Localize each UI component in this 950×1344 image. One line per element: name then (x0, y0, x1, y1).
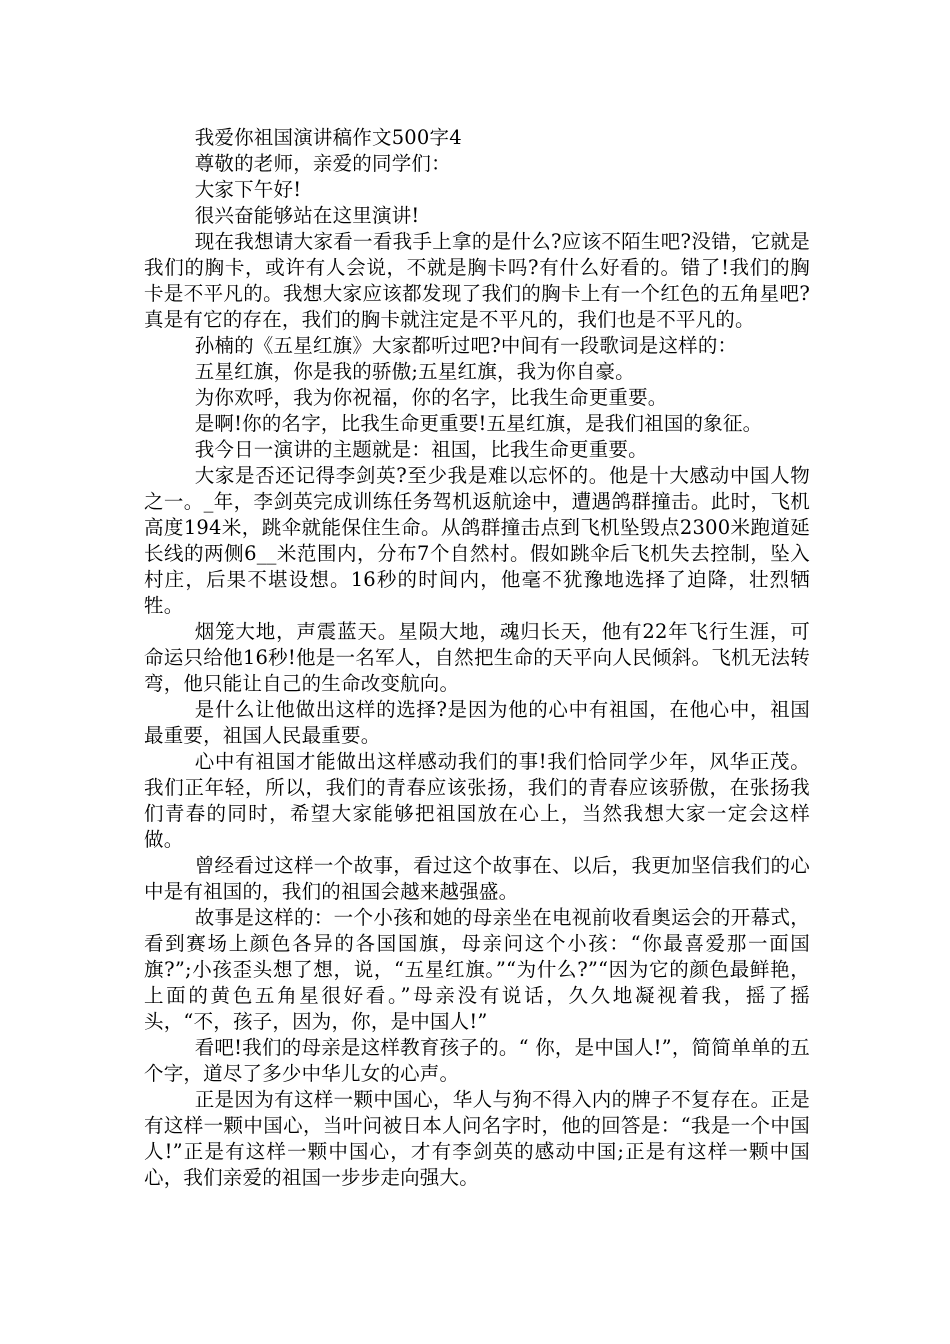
paragraph: 尊敬的老师，亲爱的同学们： (194, 152, 451, 175)
paragraph: 我今日一演讲的主题就是：祖国，比我生命更重要。 (194, 438, 648, 461)
paragraph: 烟笼大地，声震蓝天。星陨大地，魂归长天，他有22年飞行生涯，可命运只给他16秒!他是一名军人，自然把生命的天平向人民倾斜。飞机无法转弯，他只能让自己的生命改变航向。 (144, 620, 810, 695)
paragraph: 为你欢呼，我为你祝福，你的名字，比我生命更重要。 (194, 386, 668, 409)
paragraph: 现在我想请大家看一看我手上拿的是什么?应该不陌生吧?没错，它就是我们的胸卡，或许有人会说，不就是胸卡吗?有什么好看的。错了!我们的胸卡是不平凡的。我想大家应该都发现了我们的胸卡上有一个红色的五角星吧?真是有它的存在，我们的胸卡就注定是不平凡的，我们也是不平凡的。 (144, 230, 810, 331)
paragraph: 大家是否还记得李剑英?至少我是难以忘怀的。他是十大感动中国人物之一。_年，李剑英完成训练任务驾机返航途中，遭遇鸽群撞击。此时，飞机高度194米，跳伞就能保住生命。从鸽群撞击点到飞机坠毁点2300米跑道延长线的两侧6__米范围内，分布7个自然村。假如跳伞后飞机失去控制，坠入村庄，后果不堪设想。16秒的时间内，他毫不犹豫地选择了迫降，壮烈牺牲。 (144, 464, 810, 617)
document-title: 我爱你祖国演讲稿作文500字4 (194, 126, 462, 149)
paragraph: 是什么让他做出这样的选择?是因为他的心中有祖国，在他心中，祖国最重要，祖国人民最重要。 (144, 698, 810, 747)
paragraph: 曾经看过这样一个故事，看过这个故事在、以后，我更加坚信我们的心中是有祖国的，我们的祖国会越来越强盛。 (144, 854, 810, 903)
document-body (144, 125, 810, 1191)
paragraph: 孙楠的《五星红旗》大家都听过吧?中间有一段歌词是这样的： (194, 334, 738, 357)
paragraph: 很兴奋能够站在这里演讲! (194, 204, 420, 227)
paragraph: 心中有祖国才能做出这样感动我们的事!我们恰同学少年，风华正茂。我们正年轻，所以，我们的青春应该张扬，我们的青春应该骄傲，在张扬我们青春的同时，希望大家能够把祖国放在心上，当然我想大家一定会这样做。 (144, 750, 810, 851)
paragraph: 是啊!你的名字，比我生命更重要!五星红旗，是我们祖国的象征。 (194, 412, 763, 435)
paragraph: 故事是这样的：一个小孩和她的母亲坐在电视前收看奥运会的开幕式，看到赛场上颜色各异的各国国旗，母亲问这个小孩：“你最喜爱那一面国旗?”;小孩歪头想了想，说，“五星红旗。”“为什么?”“因为它的颜色最鲜艳，上面的黄色五角星很好看。”母亲没有说话，久久地凝视着我，摇了摇头，“不，孩子，因为，你，是中国人!” (144, 906, 810, 1033)
paragraph: 看吧!我们的母亲是这样教育孩子的。“ 你，是中国人!”，简简单单的五个字，道尽了多少中华儿女的心声。 (144, 1036, 810, 1085)
paragraph: 大家下午好! (194, 178, 302, 201)
paragraph: 五星红旗，你是我的骄傲;五星红旗，我为你自豪。 (194, 360, 635, 383)
paragraph: 正是因为有这样一颗中国心，华人与狗不得入内的牌子不复存在。正是有这样一颗中国心，当叶问被日本人问名字时，他的回答是：“我是一个中国人!”正是有这样一颗中国心，才有李剑英的感动中国;正是有这样一颗中国心，我们亲爱的祖国一步步走向强大。 (144, 1088, 810, 1189)
